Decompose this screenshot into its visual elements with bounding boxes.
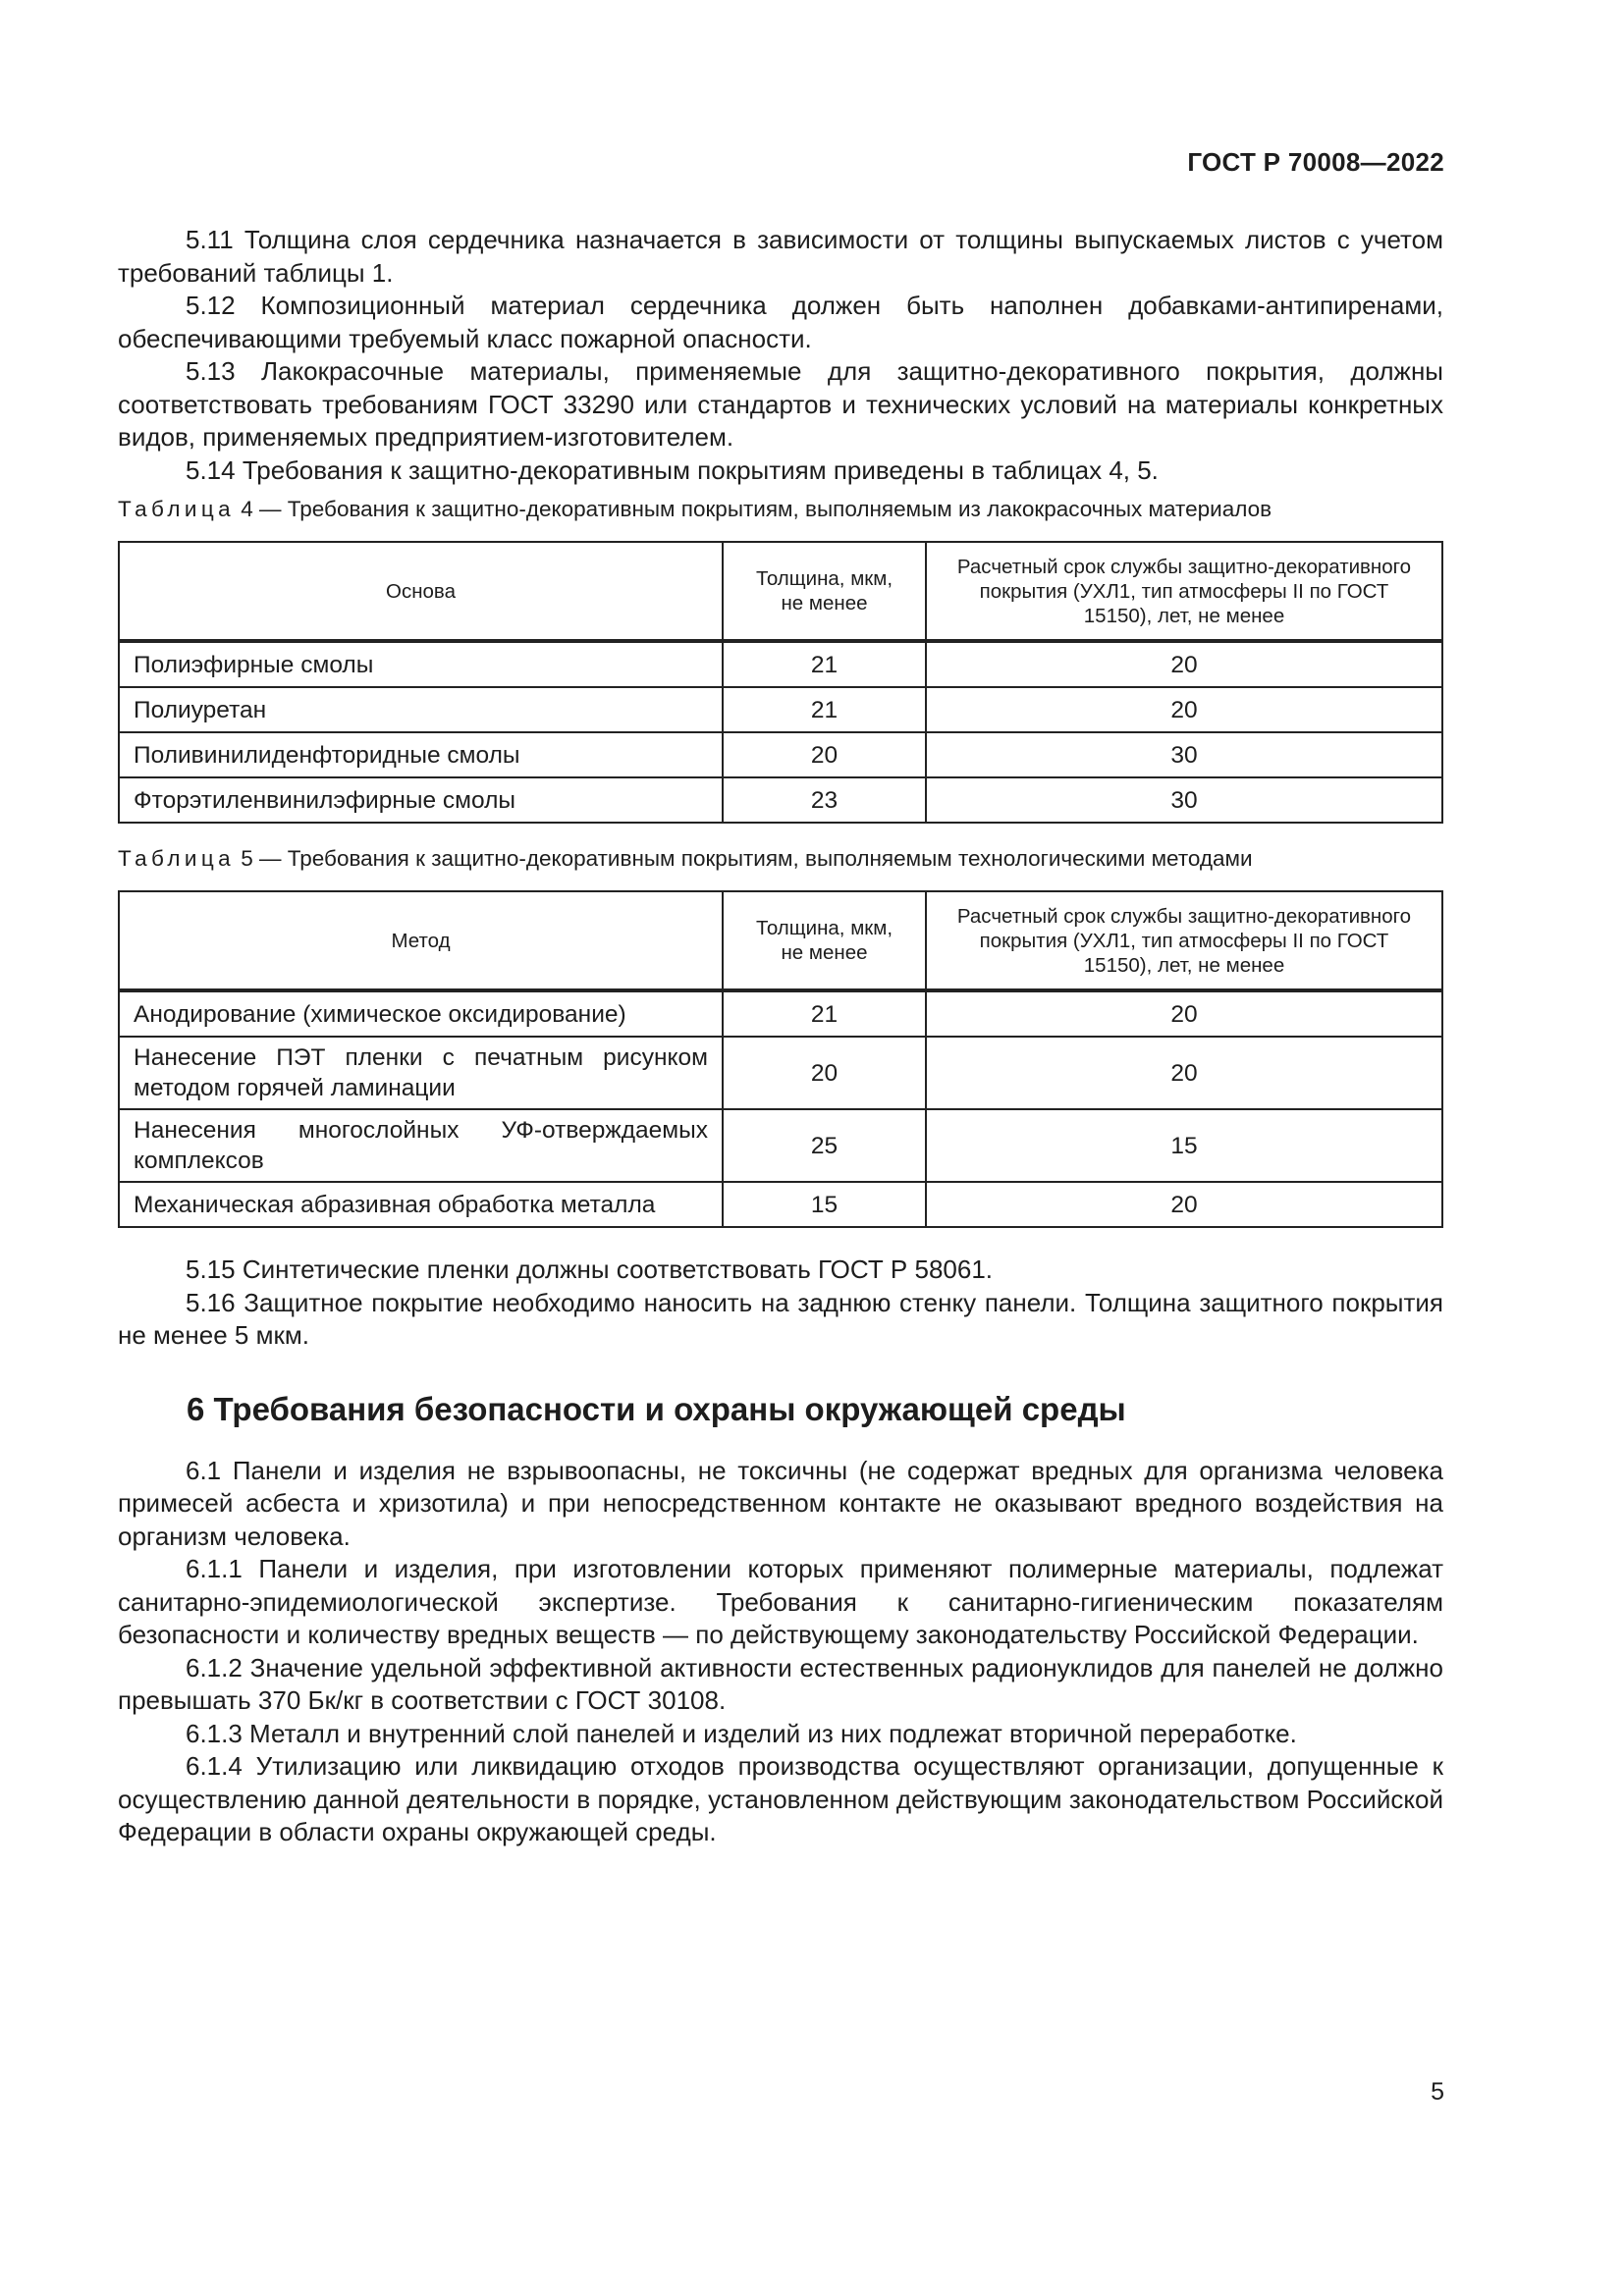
table4-cell-thickness: 20 [723,732,926,777]
table4-cell-service-life: 20 [926,641,1442,687]
table-5 [118,890,1443,1228]
table5-header-service-life: Расчетный срок службы защитно-декоративного покрытия (УХЛ1, тип атмосферы II по ГОСТ 15150), лет, не менее [926,891,1442,990]
paragraph-5-14: 5.14 Требования к защитно-декоративным покрытиям приведены в таблицах 4, 5. [186,454,1159,485]
table5-header-row [119,891,1442,990]
table5-cell-method: Нанесения многослойных УФ-отверждаемых комплексов [119,1109,723,1182]
table5-cell-method: Анодирование (химическое оксидирование) [119,990,723,1037]
table-row [119,732,1442,777]
table4-cell-base: Фторэтиленвинилэфирные смолы [119,777,723,823]
table4-caption [118,496,1443,523]
table5-cell-thickness: 15 [723,1182,926,1227]
paragraph-5-11: 5.11 Толщина слоя сердечника назначается в зависимости от толщины выпускаемых листов с учетом требований таблицы 1. [118,225,1443,288]
paragraph-5-12: 5.12 Композиционный материал сердечника должен быть наполнен добавками-антипиренами, обеспечивающими требуемый класс пожарной опасности. [118,291,1443,353]
paragraph-6-1-4: 6.1.4 Утилизацию или ликвидацию отходов производства осуществляют организации, допущенные к осуществлению данной деятельности в порядке, установленном действующим законодательством Российской Федерации в области охраны окружающей среды. [118,1751,1443,1846]
table5-cell-method: Нанесение ПЭТ пленки с печатным рисунком методом горячей ламинации [119,1037,723,1109]
table4-cell-service-life: 30 [926,777,1442,823]
page-content [118,224,1443,1849]
table5-header-method: Метод [119,891,723,990]
table4-cell-thickness: 21 [723,641,926,687]
table4-header-thickness: Толщина, мкм, не менее [723,542,926,641]
table4-caption-word: Таблица [118,497,236,521]
paragraph-5-16: 5.16 Защитное покрытие необходимо наносить на заднюю стенку панели. Толщина защитного покрытия не менее 5 мкм. [118,1287,1443,1350]
paragraph-6-1-1: 6.1.1 Панели и изделия, при изготовлении которых применяют полимерные материалы, подлежат санитарно-эпидемиологической экспертизе. Требования к санитарно-гигиеническим показателям безопасности и количеству вредных веществ — по действующему законодательству Российской Федерации. [118,1554,1443,1649]
table4-cell-service-life: 20 [926,687,1442,732]
table-row [119,687,1442,732]
table4-cell-base: Полиуретан [119,687,723,732]
table-row [119,641,1442,687]
table4-caption-text: 4 — Требования к защитно-декоративным покрытиям, выполняемым из лакокрасочных материалов [235,497,1272,521]
table-row [119,1182,1442,1227]
table-row [119,990,1442,1037]
table5-caption-text: 5 — Требования к защитно-декоративным покрытиям, выполняемым технологическими методами [235,846,1253,871]
table5-cell-service-life: 20 [926,1037,1442,1109]
table4-cell-base: Поливинилиденфторидные смолы [119,732,723,777]
table-4 [118,541,1443,824]
table5-cell-service-life: 20 [926,1182,1442,1227]
table5-header-thickness: Толщина, мкм, не менее [723,891,926,990]
table-row [119,777,1442,823]
table5-cell-service-life: 15 [926,1109,1442,1182]
table4-cell-thickness: 21 [723,687,926,732]
paragraph-6-1-2: 6.1.2 Значение удельной эффективной активности естественных радионуклидов для панелей не должно превышать 370 Бк/кг в соответствии с ГОСТ 30108. [118,1652,1443,1715]
table-row [119,1037,1442,1109]
table5-cell-service-life: 20 [926,990,1442,1037]
table4-header-row [119,542,1442,641]
table4-cell-service-life: 30 [926,732,1442,777]
table5-cell-thickness: 25 [723,1109,926,1182]
paragraph-5-13: 5.13 Лакокрасочные материалы, применяемые для защитно-декоративного покрытия, должны соответствовать требованиям ГОСТ 33290 или стандартов и технических условий на материалы конкретных видов, применяемых предприятием-изготовителем. [118,356,1443,452]
table4-cell-base: Полиэфирные смолы [119,641,723,687]
table5-caption [118,845,1443,873]
table5-cell-thickness: 20 [723,1037,926,1109]
page-number: 5 [1431,2078,1444,2106]
paragraph-6-1: 6.1 Панели и изделия не взрывоопасны, не токсичны (не содержат вредных для организма человека примесей асбеста и хризотила) и при непосредственном контакте не оказывают вредного воздействия на организм человека. [118,1455,1443,1551]
table5-caption-word: Таблица [118,846,236,871]
table5-cell-thickness: 21 [723,990,926,1037]
document-standard-number: ГОСТ Р 70008—2022 [1187,147,1444,177]
table-row [119,1109,1442,1182]
table4-cell-thickness: 23 [723,777,926,823]
table4-header-service-life: Расчетный срок службы защитно-декоративного покрытия (УХЛ1, тип атмосферы II по ГОСТ 15150), лет, не менее [926,542,1442,641]
paragraph-6-1-3: 6.1.3 Металл и внутренний слой панелей и изделий из них подлежат вторичной переработке. [186,1718,1297,1748]
table5-cell-method: Механическая абразивная обработка металла [119,1182,723,1227]
table4-header-base: Основа [119,542,723,641]
paragraph-5-15: 5.15 Синтетические пленки должны соответствовать ГОСТ Р 58061. [186,1255,994,1284]
section-6-heading: 6 Требования безопасности и охраны окружающей среды [187,1390,1126,1427]
